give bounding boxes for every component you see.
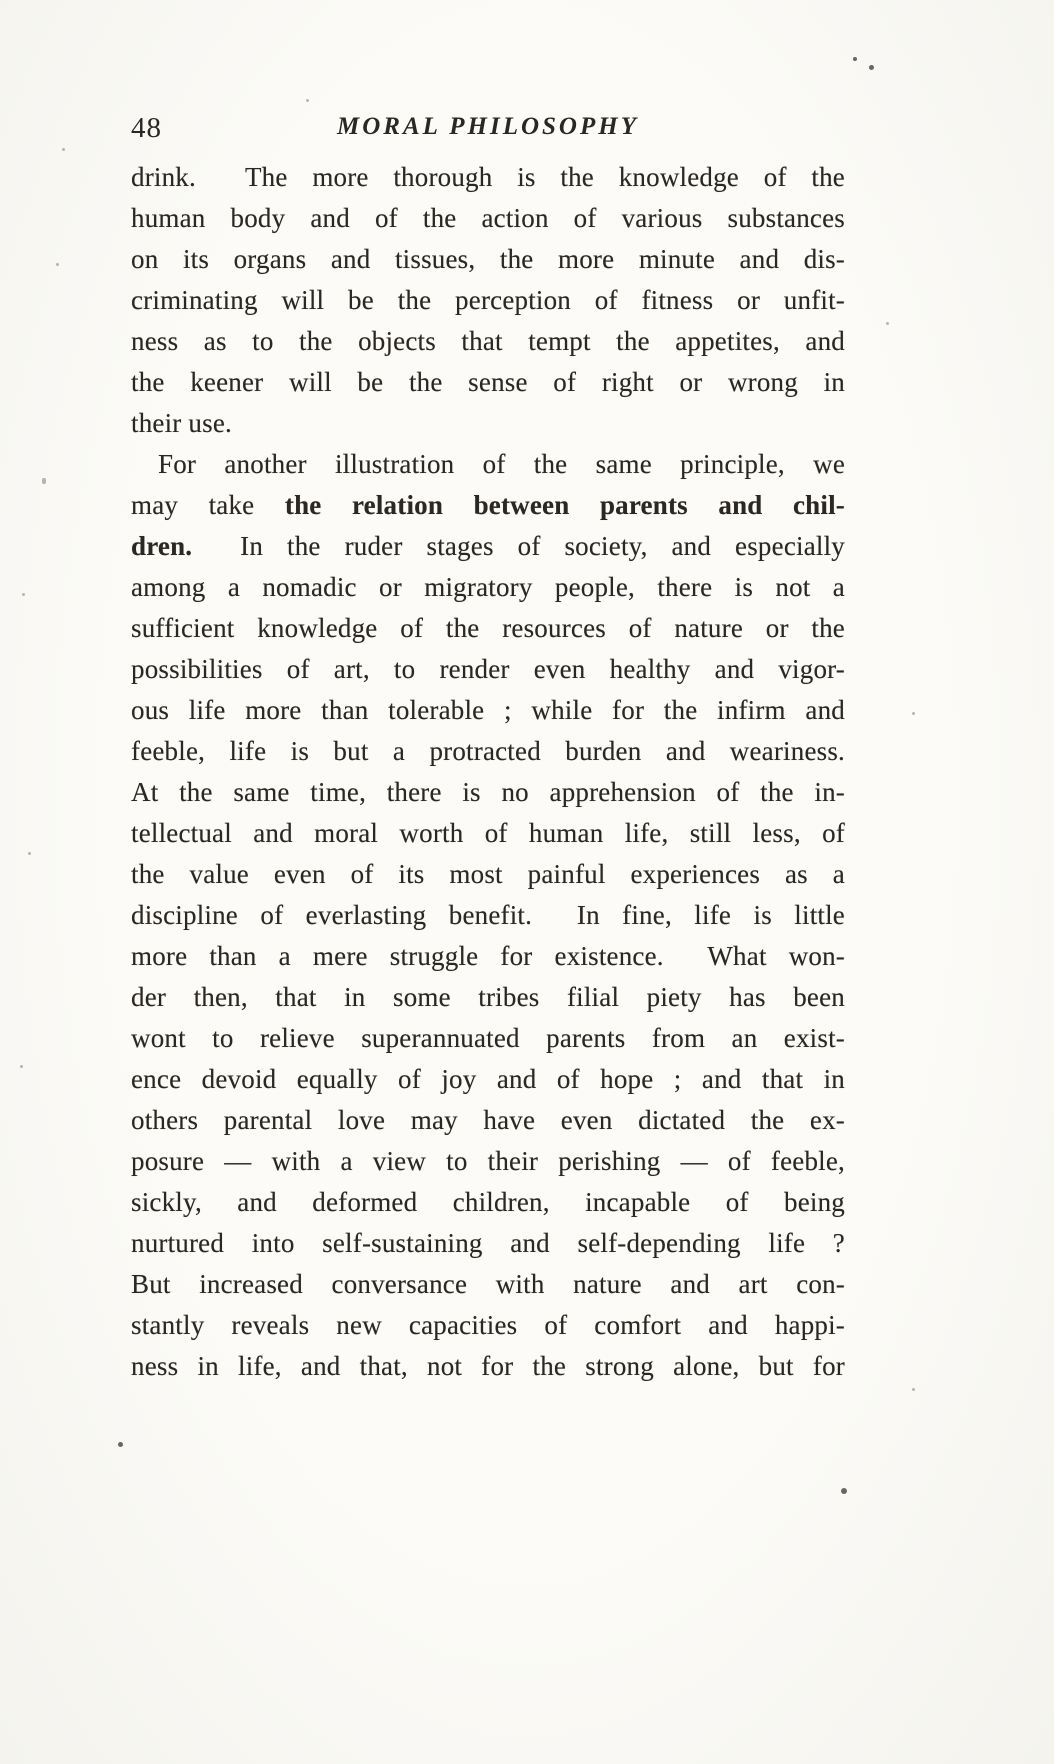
- text-line: wont to relieve superannuated parents from an exist-: [131, 1023, 845, 1053]
- text-line: their use.: [131, 408, 232, 438]
- scan-artifact: [22, 593, 25, 596]
- text-line: others parental love may have even dictated the ex-: [131, 1105, 845, 1135]
- text-line: ence devoid equally of joy and of hope ; and that in: [131, 1064, 845, 1094]
- scan-artifact: [912, 712, 915, 715]
- page-header: [131, 110, 845, 150]
- scan-artifact: [886, 322, 889, 325]
- text-line: ous life more than tolerable ; while for the infirm and: [131, 695, 845, 725]
- text-line: sickly, and deformed children, incapable of being: [131, 1187, 845, 1217]
- scan-artifact: [56, 263, 59, 266]
- text-line: the value even of its most painful experiences as a: [131, 859, 845, 889]
- text-line: on its organs and tissues, the more minute and dis-: [131, 244, 845, 274]
- paragraph: [131, 157, 845, 444]
- emphasized-text: dren.: [131, 531, 193, 561]
- paragraph: [131, 444, 845, 1387]
- scan-artifact: [869, 65, 874, 70]
- text-segment: In the ruder stages of society, and especially: [192, 531, 845, 561]
- text-line: among a nomadic or migratory people, there is not a: [131, 572, 845, 602]
- text-line: sufficient knowledge of the resources of nature or the: [131, 613, 845, 643]
- scan-artifact: [853, 57, 857, 61]
- text-line: the keener will be the sense of right or wrong in: [131, 367, 845, 397]
- scan-artifact: [62, 148, 65, 151]
- text-line: der then, that in some tribes filial piety has been: [131, 982, 845, 1012]
- text-line: criminating will be the perception of fitness or unfit-: [131, 285, 845, 315]
- text-line: posure — with a view to their perishing — of feeble,: [131, 1146, 845, 1176]
- text-line: tellectual and moral worth of human life, still less, of: [131, 818, 845, 848]
- text-line: [131, 526, 845, 567]
- text-segment: may take: [131, 490, 285, 520]
- scan-artifact: [841, 1488, 847, 1494]
- scan-artifact: [28, 852, 31, 855]
- scan-artifact: [306, 99, 309, 102]
- scan-artifact: [42, 478, 46, 484]
- text-line: discipline of everlasting benefit. In fine, life is little: [131, 900, 845, 930]
- text-line: stantly reveals new capacities of comfort and happi-: [131, 1310, 845, 1340]
- scan-artifact: [912, 1388, 915, 1391]
- text-line: possibilities of art, to render even healthy and vigor-: [131, 654, 845, 684]
- text-line: But increased conversance with nature and art con-: [131, 1269, 845, 1299]
- running-title: MORAL PHILOSOPHY: [337, 113, 639, 140]
- text-line: more than a mere struggle for existence. What won-: [131, 941, 845, 971]
- text-line: At the same time, there is no apprehension of the in-: [131, 777, 845, 807]
- text-line: ness as to the objects that tempt the appetites, and: [131, 326, 845, 356]
- text-line: nurtured into self-sustaining and self-depending life ?: [131, 1228, 845, 1258]
- text-line: [131, 485, 845, 526]
- text-block: [131, 157, 845, 1387]
- page-number: 48: [131, 112, 162, 144]
- text-line: human body and of the action of various substances: [131, 203, 845, 233]
- scan-artifact: [118, 1442, 123, 1447]
- text-line: drink. The more thorough is the knowledge of the: [131, 162, 845, 192]
- scan-artifact: [20, 1065, 23, 1068]
- text-line: For another illustration of the same principle, we: [158, 449, 845, 479]
- emphasized-text: the relation between parents and chil-: [284, 490, 845, 520]
- text-line: ness in life, and that, not for the strong alone, but for: [131, 1351, 845, 1381]
- text-line: feeble, life is but a protracted burden and weariness.: [131, 736, 845, 766]
